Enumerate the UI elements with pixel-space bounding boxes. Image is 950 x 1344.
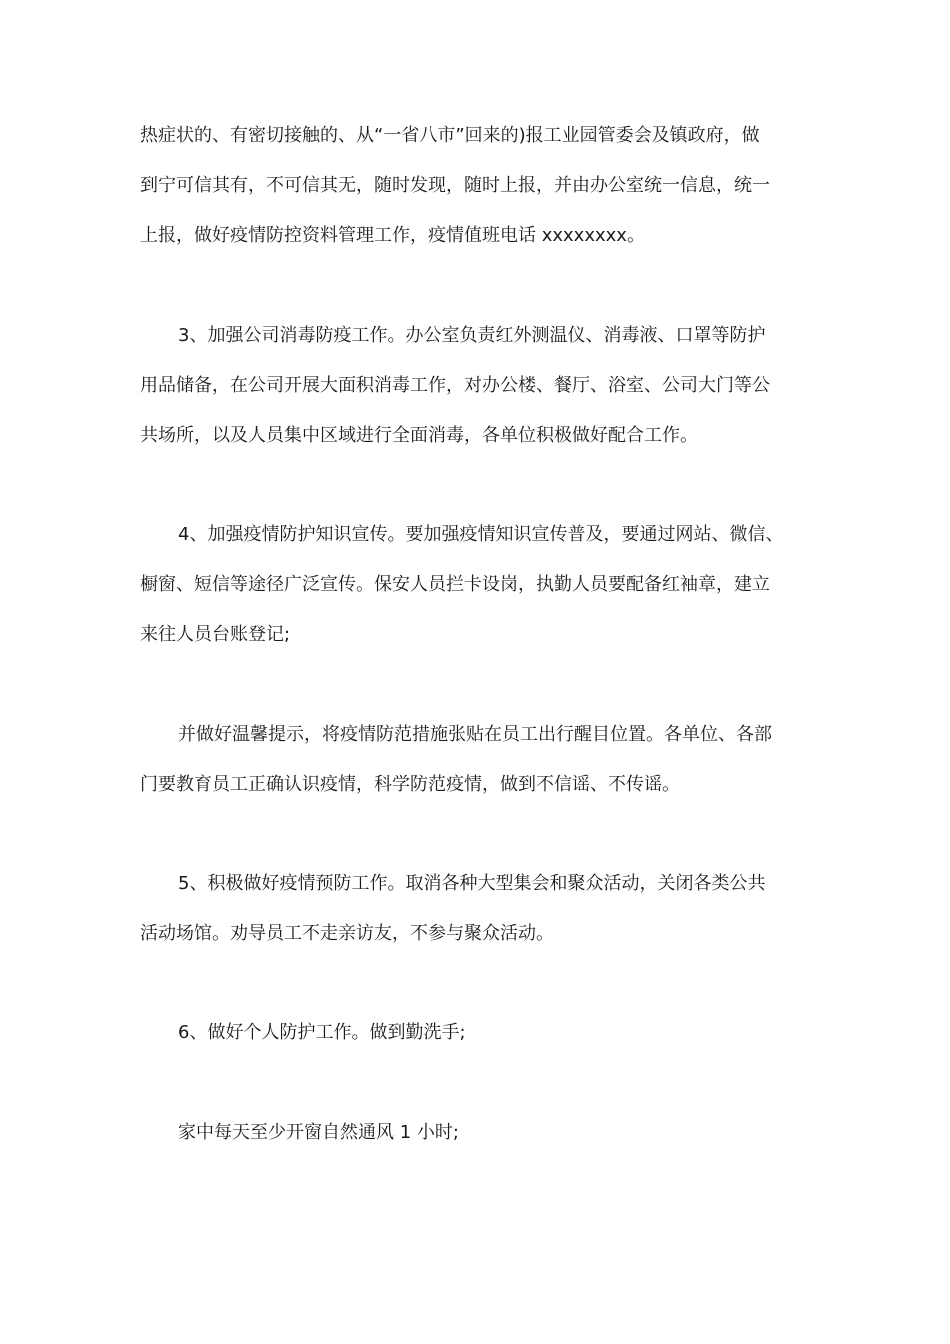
paragraph-ventilation [140,1108,812,1158]
text-line: 用品储备，在公司开展大面积消毒工作，对办公楼、餐厅、浴室、公司大门等公 [140,375,770,396]
paragraph-item-3-disinfection [140,311,812,461]
text-line: 到宁可信其有，不可信其无，随时发现，随时上报，并由办公室统一信息，统一 [140,175,770,196]
paragraph-item-5-prevention [140,859,812,959]
text-line: 活动场馆。劝导员工不走亲访友，不参与聚众活动。 [140,923,554,944]
text-line: 门要教育员工正确认识疫情，科学防范疫情，做到不信谣、不传谣。 [140,774,680,795]
text-line: 4、加强疫情防护知识宣传。要加强疫情知识宣传普及，要通过网站、微信、 [178,524,784,545]
paragraph-item-6-personal-protection [140,1008,812,1058]
text-line: 橱窗、短信等途径广泛宣传。保安人员拦卡设岗，执勤人员要配备红袖章，建立 [140,574,770,595]
text-line: 家中每天至少开窗自然通风 1 小时; [178,1122,459,1143]
text-line: 并做好温馨提示，将疫情防范措施张贴在员工出行醒目位置。各单位、各部 [178,724,772,745]
text-line: 来往人员台账登记; [140,624,291,645]
paragraph-reminders [140,710,812,810]
text-line: 3、加强公司消毒防疫工作。办公室负责红外测温仪、消毒液、口罩等防护 [178,325,766,346]
text-line: 共场所，以及人员集中区域进行全面消毒，各单位积极做好配合工作。 [140,425,698,446]
text-line: 6、做好个人防护工作。做到勤洗手; [178,1022,466,1043]
text-line: 热症状的、有密切接触的、从“一省八市”回来的)报工业园管委会及镇政府，做 [140,125,760,146]
text-line: 上报，做好疫情防控资料管理工作，疫情值班电话 xxxxxxxx。 [140,225,645,246]
text-line: 5、积极做好疫情预防工作。取消各种大型集会和聚众活动，关闭各类公共 [178,873,766,894]
paragraph-reporting [140,111,812,261]
paragraph-item-4-publicity [140,510,812,660]
